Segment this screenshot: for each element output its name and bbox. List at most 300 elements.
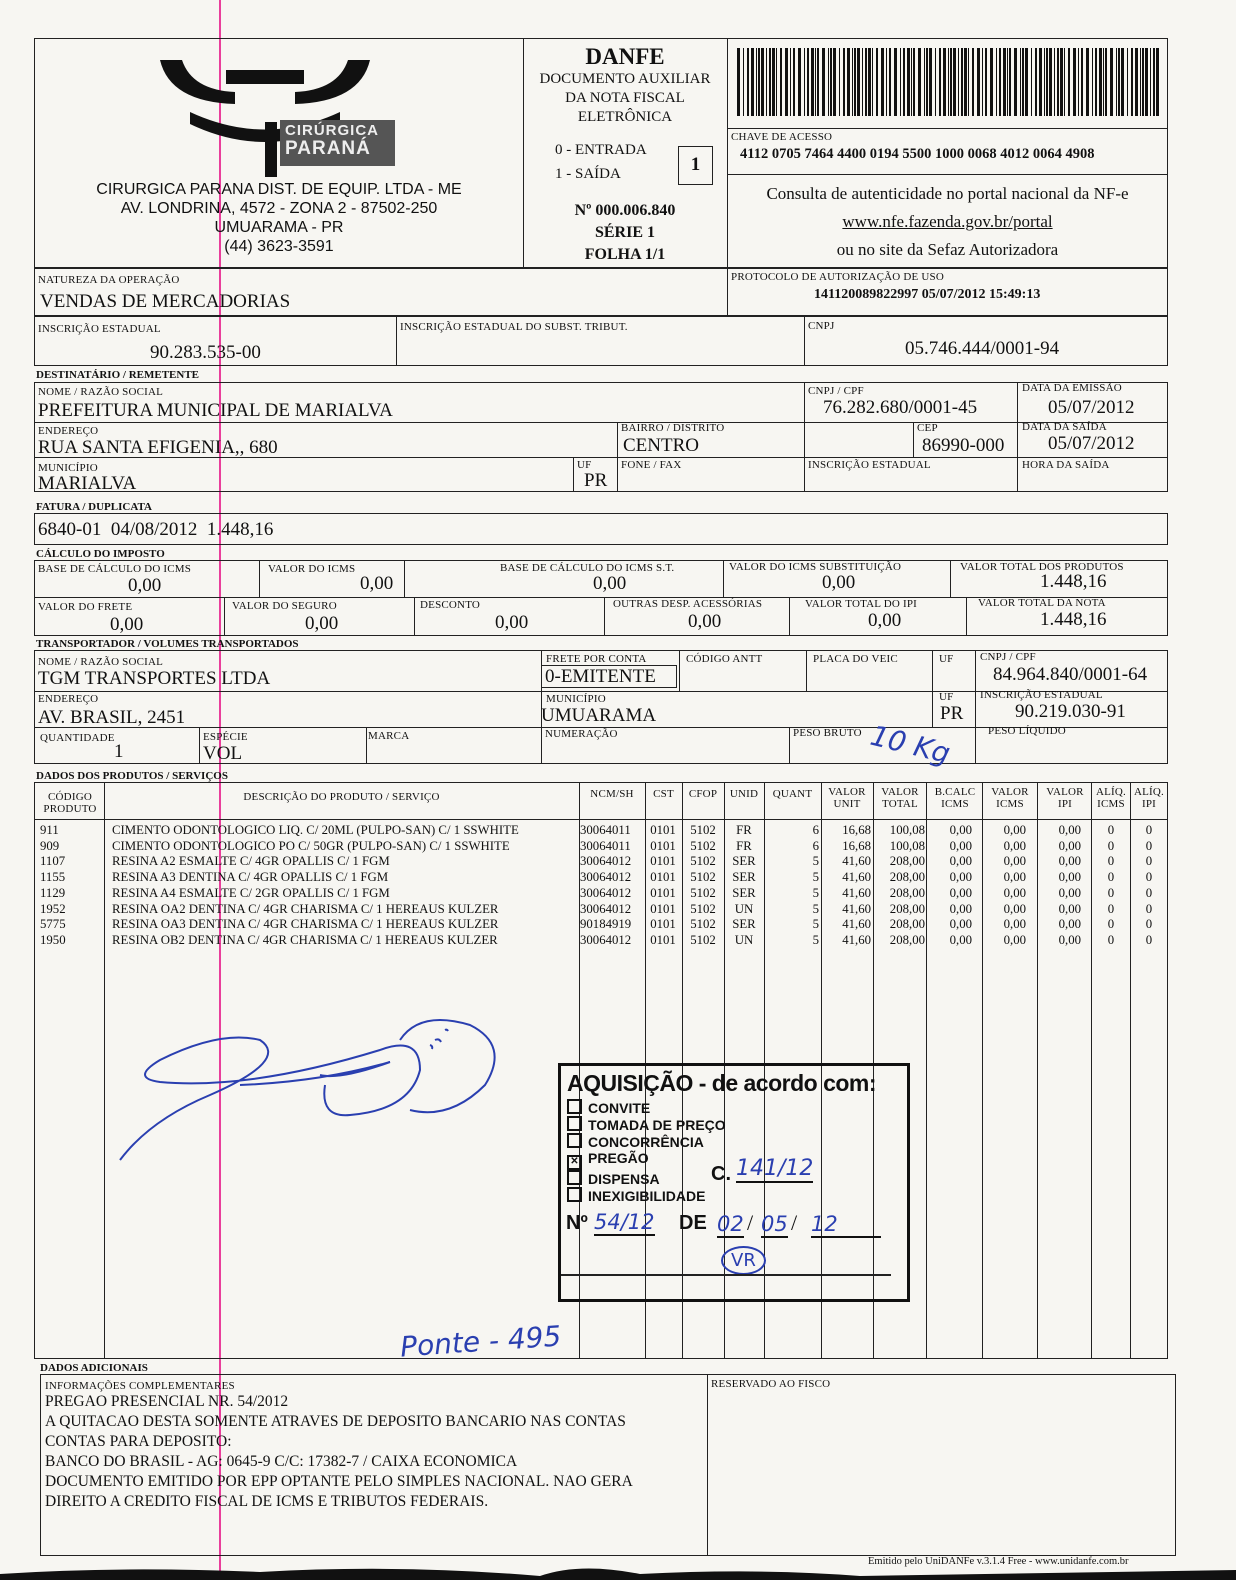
qtd-value: 1 — [114, 741, 124, 762]
transp-uf2: PR — [940, 703, 964, 724]
checkbox-icon — [567, 1133, 582, 1148]
h-cst: CST — [653, 788, 674, 800]
barcode-bar — [913, 48, 915, 116]
h-codigo: CÓDIGO PRODUTO — [43, 791, 97, 815]
barcode-bar — [1092, 48, 1093, 116]
cell-cst: 0101 — [650, 823, 676, 837]
transp-uf2-label: UF — [939, 691, 954, 703]
consulta-text: Consulta de autenticidade no portal nacional da NF-e — [766, 184, 1129, 203]
cell-vipi: 0,00 — [1058, 854, 1081, 869]
transp-endereco: AV. BRASIL, 2451 — [38, 707, 186, 728]
h-bcicms: B.CALC ICMS — [934, 786, 976, 810]
cell-vunit: 41,60 — [842, 870, 871, 885]
barcode-bar — [996, 48, 997, 116]
cell-aicms: 0 — [1107, 901, 1115, 916]
cell-ncm: 30064012 — [580, 854, 632, 869]
barcode-bar — [1110, 48, 1113, 116]
cell-cfop: 5102 — [690, 885, 716, 900]
barcode-bar — [911, 48, 912, 116]
barcode-bar — [1131, 48, 1133, 116]
barcode-bar — [982, 48, 983, 116]
h-cfop: CFOP — [688, 788, 718, 800]
cell-ncm: 30064011 — [580, 838, 631, 853]
cell-unid: SER — [732, 917, 756, 932]
cell-vunit: 41,60 — [842, 901, 871, 916]
barcode-bar — [817, 48, 819, 116]
dest-endereco-label: ENDEREÇO — [38, 425, 99, 437]
cell-quant: 5 — [812, 901, 819, 916]
barcode-bar — [894, 48, 897, 116]
stamp-title: AQUISIÇÃO - de acordo com: — [567, 1070, 877, 1096]
barcode-bar — [833, 48, 836, 116]
v-icms-label: VALOR DO ICMS — [268, 563, 356, 575]
barcode-bar — [830, 48, 832, 116]
emitter-address: AV. LONDRINA, 4572 - ZONA 2 - 87502-250 — [120, 200, 438, 217]
bc-st: 0,00 — [593, 573, 627, 594]
stamp-option-label: DISPENSA — [588, 1171, 660, 1187]
barcode-bar — [961, 48, 963, 116]
transp-nome: TGM TRANSPORTES LTDA — [38, 668, 271, 689]
barcode-bar — [785, 48, 788, 116]
barcode-bar — [854, 48, 856, 116]
cnpj-value: 05.746.444/0001-94 — [905, 338, 1060, 359]
transp-frete-label: FRETE POR CONTA — [546, 653, 647, 665]
table-row — [34, 870, 1168, 886]
barcode-bar — [990, 48, 993, 116]
dest-municipio: MARIALVA — [38, 473, 137, 494]
ie-st-label: INSCRIÇÃO ESTADUAL DO SUBST. TRIBUT. — [400, 321, 628, 333]
emitter-phone: (44) 3623-3591 — [224, 238, 334, 255]
cell-desc: RESINA OA2 DENTINA C/ 4GR CHARISMA C/ 1 HEREAUS KULZER — [112, 901, 499, 916]
stamp-date-d: 02 — [717, 1212, 744, 1236]
barcode-bar — [1068, 48, 1070, 116]
barcode-bar — [1064, 48, 1065, 116]
table-row — [34, 933, 1168, 949]
cell-vipi: 0,00 — [1058, 901, 1081, 916]
cell-unid: UN — [734, 932, 754, 947]
cell-desc: RESINA A4 ESMALTE C/ 2GR OPALLIS C/ 1 FGM — [112, 885, 390, 900]
stamp-option — [567, 1099, 726, 1116]
h-aicms: ALÍQ. ICMS — [1095, 786, 1127, 810]
cell-vtotal: 208,00 — [889, 917, 925, 932]
barcode-bar — [1073, 48, 1076, 116]
cell-vicms: 0,00 — [1003, 838, 1026, 853]
barcode-bar — [852, 48, 853, 116]
table-row — [34, 839, 1168, 855]
barcode-bar — [1003, 48, 1006, 116]
cell-aipi: 0 — [1145, 823, 1153, 837]
cell-bc: 0,00 — [949, 854, 972, 869]
barcode-bar — [1025, 48, 1028, 116]
cell-vipi: 0,00 — [1058, 838, 1081, 853]
stamp-date-m: 05 — [761, 1212, 788, 1236]
cell-quant: 5 — [812, 932, 819, 947]
barcode-bar — [1150, 48, 1151, 116]
v-prod-label: VALOR TOTAL DOS PRODUTOS — [960, 561, 1124, 573]
barcode-bar — [1121, 48, 1124, 116]
cell-cst: 0101 — [650, 917, 676, 932]
cell-ncm: 30064012 — [580, 870, 632, 885]
emitter-info — [34, 180, 524, 256]
barcode-bar — [1039, 48, 1042, 116]
barcode-bar — [758, 48, 760, 116]
danfe-title-block — [523, 44, 727, 127]
checkbox-icon — [567, 1187, 582, 1202]
checkbox-icon — [567, 1099, 582, 1114]
cell-cfop: 5102 — [690, 870, 716, 885]
cell-quant: 5 — [812, 885, 819, 900]
cell-ncm: 30064012 — [580, 932, 632, 947]
v-nota-label: VALOR TOTAL DA NOTA — [978, 597, 1106, 609]
barcode-bar — [924, 48, 925, 116]
barcode-bar — [1044, 48, 1045, 116]
barcode-bar — [804, 48, 805, 116]
cell-aipi: 0 — [1145, 885, 1153, 900]
barcode-bar — [1014, 48, 1017, 116]
h-vipi: VALOR IPI — [1046, 786, 1084, 810]
cell-vtotal: 100,08 — [889, 838, 925, 853]
cell-aicms: 0 — [1107, 854, 1115, 869]
dest-fone-label: FONE / FAX — [621, 459, 682, 471]
dest-cep-label: CEP — [917, 422, 938, 434]
barcode-bar — [918, 48, 921, 116]
barcode-bar — [889, 48, 891, 116]
dest-saida: 05/07/2012 — [1048, 433, 1135, 454]
cell-aicms: 0 — [1107, 823, 1115, 837]
stamp-option-label: TOMADA DE PREÇO — [588, 1117, 726, 1133]
dest-cnpj-label: CNPJ / CPF — [808, 385, 864, 397]
barcode-bar — [1022, 48, 1024, 116]
stamp-slash-1: / — [747, 1210, 754, 1235]
cell-bc: 0,00 — [949, 917, 972, 932]
footer-text: Emitido pelo UniDANFe v.3.1.4 Free - www.unidanfe.com.br — [868, 1556, 1129, 1567]
v-st-label: VALOR DO ICMS SUBSTITUIÇÃO — [729, 561, 902, 573]
liquido-label: PESO LÍQUIDO — [988, 725, 1066, 737]
natureza-value: VENDAS DE MERCADORIAS — [40, 291, 291, 312]
barcode-bar — [1054, 48, 1055, 116]
numeracao-label: NUMERAÇÃO — [545, 728, 618, 740]
barcode-bar — [929, 48, 932, 116]
cell-unid: SER — [732, 854, 756, 869]
cell-aipi: 0 — [1145, 901, 1153, 916]
barcode-bar — [1046, 48, 1048, 116]
saida-label: 1 - SAÍDA — [555, 166, 621, 182]
antt-label: CÓDIGO ANTT — [686, 653, 763, 665]
dest-uf-label: UF — [577, 459, 592, 471]
cell-quant: 5 — [812, 917, 819, 932]
barcode-bar — [1020, 48, 1021, 116]
cell-vipi: 0,00 — [1058, 932, 1081, 947]
barcode-bar — [839, 48, 840, 116]
barcode-bar — [935, 48, 936, 116]
h-vtotal: VALOR TOTAL — [881, 786, 919, 810]
barcode-bar — [780, 48, 782, 116]
emitter-city: UMUARAMA - PR — [214, 219, 344, 236]
desconto-label: DESCONTO — [420, 599, 481, 611]
cell-aipi: 0 — [1145, 854, 1153, 869]
cell-quant: 6 — [812, 823, 819, 837]
barcode-bar — [1099, 48, 1102, 116]
barcode-bar — [1086, 48, 1089, 116]
barcode-bar — [1118, 48, 1120, 116]
signature — [90, 1000, 520, 1170]
barcode-bar — [999, 48, 1001, 116]
cell-vunit: 41,60 — [842, 854, 871, 869]
cell-vunit: 41,60 — [842, 932, 871, 947]
info-line: BANCO DO BRASIL - AG: 0645-9 C/C: 17382-7 / CAIXA ECONOMICA — [45, 1453, 518, 1470]
fisco-label: RESERVADO AO FISCO — [711, 1378, 831, 1390]
seguro-label: VALOR DO SEGURO — [232, 600, 337, 612]
barcode-bar — [926, 48, 928, 116]
danfe-subtitle-2: DA NOTA FISCAL — [565, 90, 685, 106]
info-lines — [45, 1392, 633, 1512]
barcode-bar — [950, 48, 952, 116]
danfe-folha: FOLHA 1/1 — [584, 246, 666, 263]
cell-unid: UN — [734, 901, 754, 916]
protocolo-label: PROTOCOLO DE AUTORIZAÇÃO DE USO — [731, 271, 944, 283]
h-vunit: VALOR UNIT — [828, 786, 866, 810]
fatura-value: 6840-01 04/08/2012 1.448,16 — [38, 519, 274, 540]
cell-cfop: 5102 — [690, 901, 716, 916]
v-nota: 1.448,16 — [1040, 609, 1107, 630]
cell-vicms: 0,00 — [1003, 917, 1026, 932]
marca-label: MARCA — [368, 730, 410, 742]
cell-desc: CIMENTO ODONTOLOGICO PO C/ 50GR (PULPO-SAN) C/ 1 SSWHITE — [112, 838, 510, 853]
stamp-option-label: CONVITE — [588, 1100, 651, 1116]
cell-aicms: 0 — [1107, 917, 1115, 932]
checked-box-icon: ✕ — [567, 1155, 582, 1170]
cell-vtotal: 208,00 — [889, 901, 925, 916]
info-line: CONTAS PARA DEPOSITO: — [45, 1433, 232, 1450]
cell-ncm: 30064012 — [580, 885, 632, 900]
checkbox-icon — [567, 1116, 582, 1131]
barcode-bar — [1140, 48, 1141, 116]
cell-cst: 0101 — [650, 885, 676, 900]
stamp-option — [567, 1187, 726, 1204]
stamp-option — [567, 1133, 726, 1150]
transp-municipio-label: MUNICÍPIO — [546, 693, 606, 705]
cell-vunit: 41,60 — [842, 917, 871, 932]
table-row — [34, 902, 1168, 918]
bruto-label: PESO BRUTO — [793, 727, 862, 739]
cell-unid: SER — [732, 885, 756, 900]
barcode-bar — [1031, 48, 1032, 116]
stamp-option — [567, 1150, 726, 1170]
dest-bairro: CENTRO — [623, 435, 699, 456]
v-icms: 0,00 — [360, 573, 394, 594]
stamp-option — [567, 1116, 726, 1133]
dest-endereco: RUA SANTA EFIGENIA,, 680 — [38, 437, 278, 458]
cell-aicms: 0 — [1107, 838, 1115, 853]
transp-uf-label: UF — [939, 653, 954, 665]
paper-edge — [0, 1556, 1236, 1580]
barcode-bar — [1057, 48, 1059, 116]
cell-cst: 0101 — [650, 901, 676, 916]
h-descricao: DESCRIÇÃO DO PRODUTO / SERVIÇO — [243, 791, 440, 803]
barcode-bar — [1078, 48, 1079, 116]
h-vicms: VALOR ICMS — [991, 786, 1029, 810]
barcode-bar — [843, 48, 845, 116]
barcode-bar — [822, 48, 825, 116]
cell-vunit: 16,68 — [842, 838, 871, 853]
barcode-bar — [865, 48, 867, 116]
stamp-option-label: PREGÃO — [588, 1150, 649, 1166]
barcode-bar — [977, 48, 980, 116]
cell-bc: 0,00 — [949, 838, 972, 853]
stamp-option-label: INEXIGIBILIDADE — [588, 1188, 706, 1204]
danfe-subtitle-3: ELETRÔNICA — [577, 109, 673, 125]
handwritten-note: Ponte - 495 — [399, 1319, 563, 1364]
table-row — [34, 917, 1168, 933]
frete-label: VALOR DO FRETE — [38, 601, 133, 613]
cell-quant: 5 — [812, 870, 819, 885]
checkbox-icon — [567, 1170, 582, 1185]
bc-st-label: BASE DE CÁLCULO DO ICMS S.T. — [500, 562, 675, 574]
cell-bc: 0,00 — [949, 932, 972, 947]
produtos-section: DADOS DOS PRODUTOS / SERVIÇOS — [36, 770, 228, 782]
barcode-bar — [958, 48, 959, 116]
dest-cep: 86990-000 — [922, 435, 1005, 456]
cell-quant: 6 — [812, 838, 819, 853]
cell-cod: 911 — [40, 823, 59, 837]
chave-value: 4112 0705 7464 4400 0194 5500 1000 0068 4012 0064 4908 — [740, 146, 1095, 162]
barcode-bar — [985, 48, 987, 116]
stamp-option-label: CONCORRÊNCIA — [588, 1134, 704, 1150]
cell-ncm: 90184919 — [580, 917, 632, 932]
cell-vtotal: 208,00 — [889, 870, 925, 885]
cell-desc: RESINA OA3 DENTINA C/ 4GR CHARISMA C/ 1 HEREAUS KULZER — [112, 917, 499, 932]
info-line: PREGAO PRESENCIAL NR. 54/2012 — [45, 1393, 289, 1410]
barcode-bar — [793, 48, 795, 116]
stamp-c-label: C. — [711, 1163, 731, 1185]
consulta-link[interactable]: www.nfe.fazenda.gov.br/portal — [842, 212, 1053, 231]
cell-aicms: 0 — [1107, 870, 1115, 885]
cell-bc: 0,00 — [949, 823, 972, 837]
barcode-bar — [948, 48, 949, 116]
barcode-bar — [1153, 48, 1155, 116]
barcode-bar — [761, 48, 764, 116]
cell-cod: 1952 — [40, 901, 66, 916]
cell-aicms: 0 — [1107, 885, 1115, 900]
barcode-bar — [1103, 48, 1104, 116]
cell-vipi: 0,00 — [1058, 917, 1081, 932]
dest-nome-label: NOME / RAZÃO SOCIAL — [38, 386, 164, 398]
cell-vtotal: 208,00 — [889, 854, 925, 869]
cell-cod: 1950 — [40, 932, 66, 947]
entrada-label: 0 - ENTRADA — [555, 142, 647, 158]
barcode-bar — [1105, 48, 1107, 116]
qtd-label: QUANTIDADE — [40, 732, 115, 744]
cell-vtotal: 100,08 — [889, 823, 925, 837]
barcode-bar — [751, 48, 754, 116]
cell-unid: FR — [736, 823, 752, 837]
cell-ncm: 30064011 — [580, 823, 631, 837]
barcode-bar — [743, 48, 744, 116]
dest-saida-label: DATA DA SAÍDA — [1022, 421, 1107, 433]
transp-ie-label: INSCRIÇÃO ESTADUAL — [980, 689, 1103, 701]
table-row — [34, 823, 1168, 839]
barcode-bar — [766, 48, 767, 116]
v-prod: 1.448,16 — [1040, 571, 1107, 592]
barcode-bar — [903, 48, 905, 116]
barcode-bar — [1135, 48, 1138, 116]
cell-vicms: 0,00 — [1003, 854, 1026, 869]
outras-value: 0,00 — [688, 611, 722, 632]
transp-municipio: UMUARAMA — [541, 705, 657, 726]
bc-icms: 0,00 — [128, 575, 162, 596]
barcode-bar — [828, 48, 829, 116]
barcode-bar — [886, 48, 887, 116]
barcode-bar — [1035, 48, 1037, 116]
cell-aipi: 0 — [1145, 838, 1153, 853]
info-line: A QUITACAO DESTA SOMENTE ATRAVES DE DEPOSITO BANCARIO NAS CONTAS — [45, 1413, 626, 1430]
transporte-section: TRANSPORTADOR / VOLUMES TRANSPORTADOS — [36, 638, 299, 650]
acquisition-stamp — [558, 1063, 910, 1302]
h-aipi: ALÍQ. IPI — [1133, 786, 1165, 810]
cell-bc: 0,00 — [949, 885, 972, 900]
barcode-bar — [876, 48, 878, 116]
v-st: 0,00 — [822, 572, 856, 593]
cell-quant: 5 — [812, 854, 819, 869]
cell-aipi: 0 — [1145, 870, 1153, 885]
frete-value: 0,00 — [110, 614, 144, 635]
stamp-option — [567, 1170, 726, 1187]
barcode-bar — [1009, 48, 1011, 116]
barcode-bar — [790, 48, 791, 116]
barcode-bar — [847, 48, 850, 116]
barcode-bar — [862, 48, 863, 116]
dest-nome: PREFEITURA MUNICIPAL DE MARIALVA — [38, 400, 393, 421]
bc-icms-label: BASE DE CÁLCULO DO ICMS — [38, 563, 192, 575]
cell-cod: 1155 — [40, 870, 66, 885]
dest-bairro-label: BAIRRO / DISTRITO — [621, 422, 725, 434]
logo-text-1: CIRÚRGICA — [285, 122, 379, 139]
info-line: DIREITO A CREDITO FISCAL DE ICMS E TRIBUTOS FEDERAIS. — [45, 1493, 489, 1510]
barcode-bar — [776, 48, 777, 116]
cell-cfop: 5102 — [690, 932, 716, 947]
adicionais-section: DADOS ADICIONAIS — [40, 1362, 148, 1374]
barcode-bar — [964, 48, 967, 116]
barcode-bar — [953, 48, 956, 116]
cell-cst: 0101 — [650, 854, 676, 869]
barcode-bar — [807, 48, 809, 116]
cell-cst: 0101 — [650, 932, 676, 947]
barcode — [737, 48, 1159, 118]
barcode-bar — [943, 48, 946, 116]
transp-frete: 0-EMITENTE — [541, 665, 677, 688]
cell-cst: 0101 — [650, 838, 676, 853]
barcode-bar — [1049, 48, 1052, 116]
dest-hora-label: HORA DA SAÍDA — [1022, 459, 1110, 471]
barcode-bar — [857, 48, 860, 116]
stamp-date-y: 12 — [811, 1212, 881, 1238]
barcode-bar — [1142, 48, 1144, 116]
cell-vicms: 0,00 — [1003, 932, 1026, 947]
barcode-bar — [815, 48, 816, 116]
bruto-handwritten: 10 Kg — [867, 718, 954, 771]
ie-value: 90.283.535-00 — [150, 342, 261, 363]
h-unid: UNID — [729, 788, 759, 800]
especie-label: ESPÉCIE — [203, 731, 248, 743]
cell-cod: 1107 — [40, 854, 66, 869]
barcode-bar — [868, 48, 871, 116]
cell-vipi: 0,00 — [1058, 870, 1081, 885]
dest-ie-label: INSCRIÇÃO ESTADUAL — [808, 459, 931, 471]
outras-label: OUTRAS DESP. ACESSÓRIAS — [613, 598, 763, 610]
cell-bc: 0,00 — [949, 870, 972, 885]
transp-cnpj-label: CNPJ / CPF — [980, 651, 1036, 663]
cell-unid: SER — [732, 870, 756, 885]
